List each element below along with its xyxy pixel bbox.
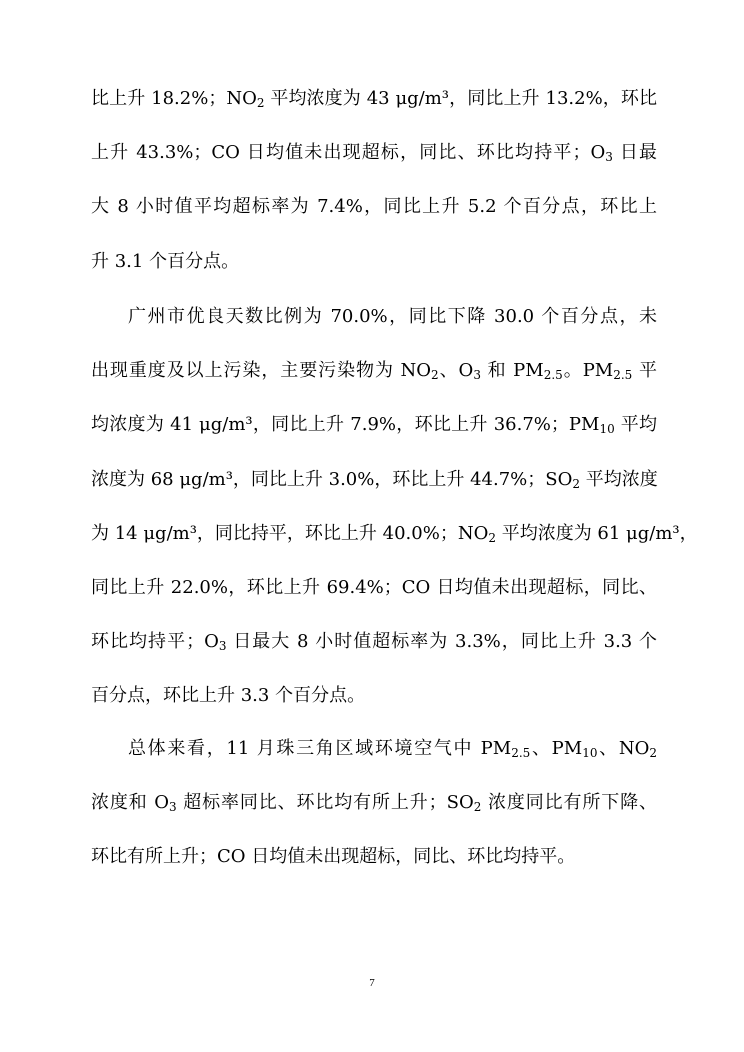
text-run: 平均 bbox=[614, 414, 658, 435]
subscript: 2 bbox=[488, 531, 496, 545]
text-run: 出现重度及以上污染，主要污染物为 NO bbox=[91, 360, 432, 381]
text-run: 平 bbox=[632, 360, 657, 381]
text-run: 均浓度为 41 μg/m³，同比上升 7.9%，环比上升 36.7%；PM bbox=[91, 414, 600, 435]
text-line bbox=[128, 734, 657, 764]
subscript: 3 bbox=[169, 800, 177, 814]
text-line bbox=[91, 627, 657, 657]
text-line bbox=[91, 465, 657, 495]
text-line bbox=[91, 842, 657, 872]
text-run: 环比有所上升；CO 日均值未出现超标，同比、环比均持平。 bbox=[91, 846, 576, 867]
text-run: 浓度和 O bbox=[91, 792, 169, 813]
subscript: 2 bbox=[572, 477, 580, 491]
text-line bbox=[91, 247, 657, 277]
subscript: 2 bbox=[431, 368, 439, 382]
text-run: 平均浓度 bbox=[580, 469, 658, 490]
text-run: 同比上升 22.0%，环比上升 69.4%；CO 日均值未出现超标，同比、 bbox=[91, 577, 657, 598]
text-run: 平均浓度为 61 μg/m³， bbox=[495, 523, 698, 544]
text-run: 浓度同比有所下降、 bbox=[481, 792, 657, 813]
text-run: 日最 bbox=[612, 142, 657, 163]
subscript: 3 bbox=[218, 639, 227, 653]
text-line bbox=[91, 573, 657, 603]
text-run: 和 PM bbox=[480, 360, 544, 381]
text-run: 、PM bbox=[530, 738, 583, 759]
text-run: 比上升 18.2%；NO bbox=[91, 88, 257, 109]
text-run: 上升 43.3%；CO 日均值未出现超标，同比、环比均持平；O bbox=[91, 142, 606, 163]
text-run: 、O bbox=[438, 360, 474, 381]
text-line bbox=[91, 356, 657, 386]
subscript: 10 bbox=[599, 422, 615, 436]
text-run: 大 8 小时值平均超标率为 7.4%，同比上升 5.2 个百分点，环比上 bbox=[91, 196, 657, 217]
text-run: 。PM bbox=[562, 360, 614, 381]
text-line bbox=[91, 192, 657, 222]
text-line bbox=[91, 138, 657, 168]
text-run: 为 14 μg/m³，同比持平，环比上升 40.0%；NO bbox=[91, 523, 489, 544]
text-line bbox=[91, 84, 657, 114]
subscript: 3 bbox=[473, 368, 481, 382]
subscript: 2.5 bbox=[613, 368, 633, 382]
subscript: 2 bbox=[473, 800, 482, 814]
text-run: 广州市优良天数比例为 70.0%，同比下降 30.0 个百分点，未 bbox=[128, 306, 657, 327]
text-line bbox=[91, 519, 698, 549]
page-number: 7 bbox=[369, 977, 375, 989]
text-run: 平均浓度为 43 μg/m³，同比上升 13.2%，环比 bbox=[264, 88, 657, 109]
text-line bbox=[91, 788, 657, 818]
text-line bbox=[128, 302, 657, 332]
subscript: 2 bbox=[649, 746, 657, 760]
subscript: 2 bbox=[256, 96, 265, 110]
text-run: 百分点，环比上升 3.3 个百分点。 bbox=[91, 685, 366, 706]
subscript: 10 bbox=[582, 746, 598, 760]
text-line bbox=[91, 410, 657, 440]
text-run: 超标率同比、环比均有所上升；SO bbox=[176, 792, 474, 813]
text-line bbox=[91, 681, 657, 711]
text-run: 升 3.1 个百分点。 bbox=[91, 251, 240, 272]
text-run: 、NO bbox=[597, 738, 650, 759]
subscript: 3 bbox=[605, 150, 613, 164]
subscript: 2.5 bbox=[511, 746, 531, 760]
text-run: 总体来看，11 月珠三角区域环境空气中 PM bbox=[128, 738, 512, 759]
text-run: 日最大 8 小时值超标率为 3.3%，同比上升 3.3 个 bbox=[226, 631, 657, 652]
text-run: 浓度为 68 μg/m³，同比上升 3.0%，环比上升 44.7%；SO bbox=[91, 469, 573, 490]
text-run: 环比均持平；O bbox=[91, 631, 219, 652]
subscript: 2.5 bbox=[543, 368, 563, 382]
